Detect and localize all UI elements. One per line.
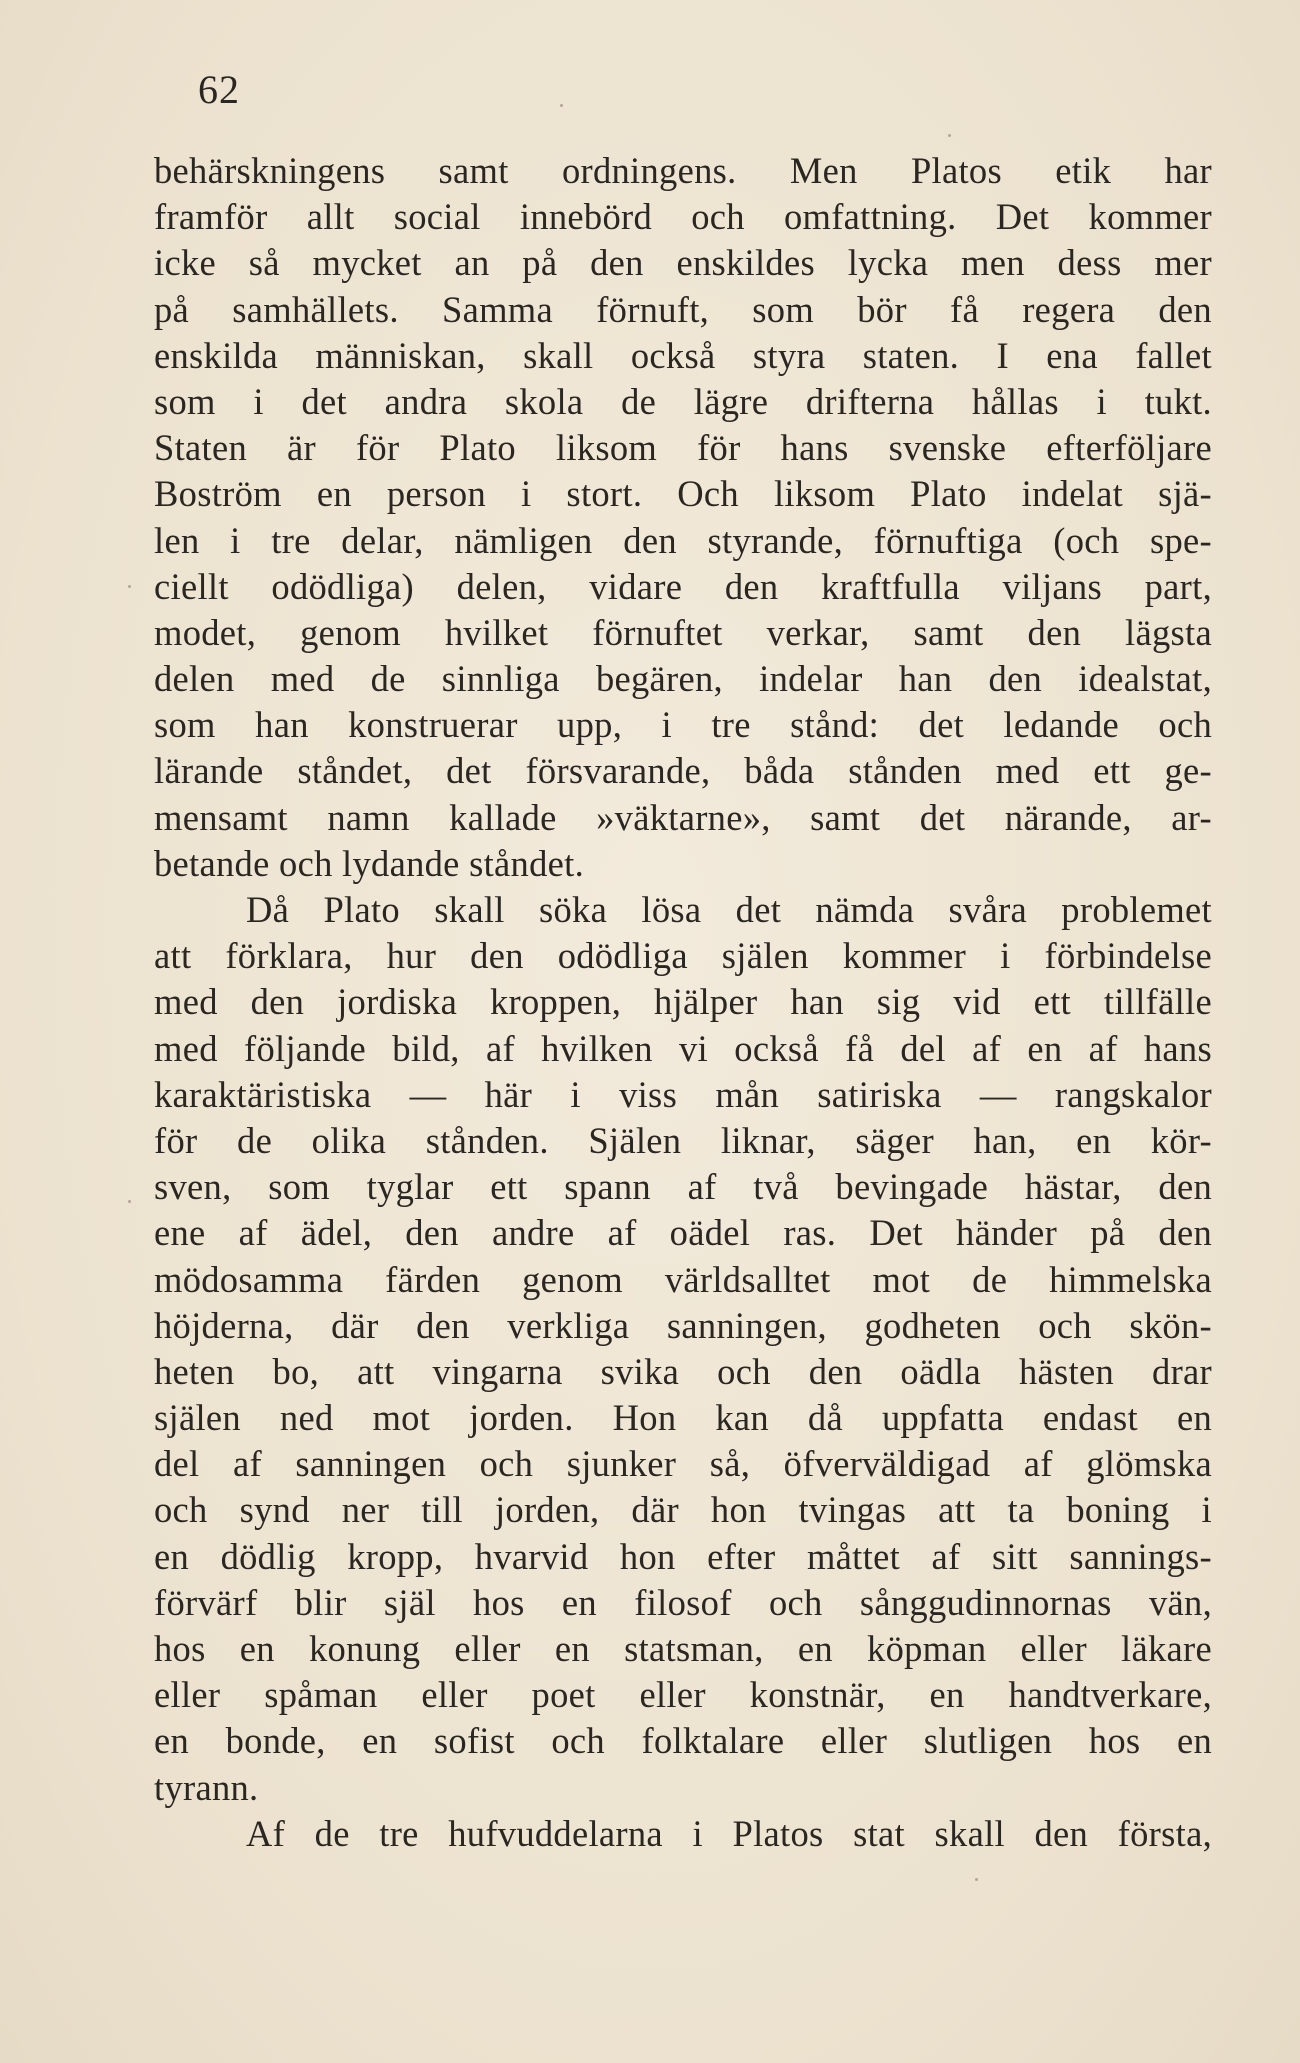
paper-speck (948, 134, 951, 137)
text-line: icke så mycket an på den enskildes lycka men dess mer (154, 242, 1212, 284)
text-line: själen ned mot jorden. Hon kan då uppfatta endast en (154, 1397, 1212, 1439)
paragraph-end-line: betande och lydande ståndet. (154, 842, 585, 884)
text-line: med följande bild, af hvilken vi också få del af en af hans (154, 1027, 1212, 1069)
text-line: på samhällets. Samma förnuft, som bör få regera den (154, 288, 1212, 330)
text-line: behärskningens samt ordningens. Men Platos etik har (154, 150, 1212, 191)
text-line: för de olika stånden. Själen liknar, säger han, en kör- (154, 1119, 1212, 1161)
text-line: enskilda människan, skall också styra staten. I ena fallet (154, 334, 1212, 376)
text-line: en bonde, en sofist och folktalare eller slutligen hos en (154, 1720, 1212, 1762)
text-line: framför allt social innebörd och omfattning. Det kommer (154, 196, 1212, 238)
paper-speck (128, 1200, 131, 1203)
text-line: att förklara, hur den odödliga själen kommer i förbindelse (154, 935, 1212, 977)
text-line: mödosamma färden genom världsalltet mot de himmelska (154, 1258, 1212, 1300)
body-text (154, 148, 1212, 1857)
text-line: Staten är för Plato liksom för hans svenske efterföljare (154, 427, 1212, 469)
text-line: karaktäristiska — här i viss mån satiriska — rangskalor (154, 1073, 1212, 1115)
text-line: Boström en person i stort. Och liksom Plato indelat sjä- (154, 473, 1212, 515)
paragraph-start-line: Då Plato skall söka lösa det nämda svåra problemet (246, 889, 1212, 930)
text-line: ene af ädel, den andre af oädel ras. Det händer på den (154, 1212, 1212, 1254)
text-line: en dödlig kropp, hvarvid hon efter måttet af sitt sannings- (154, 1535, 1212, 1577)
text-line: sven, som tyglar ett spann af två bevingade hästar, den (154, 1166, 1212, 1208)
paragraph-end-line: tyrann. (154, 1766, 259, 1808)
text-line: modet, genom hvilket förnuftet verkar, samt den lägsta (154, 611, 1212, 653)
text-line: som han konstruerar upp, i tre stånd: det ledande och (154, 704, 1212, 746)
text-line: och synd ner till jorden, där hon tvingas att ta boning i (154, 1489, 1212, 1531)
text-line: höjderna, där den verkliga sanningen, godheten och skön- (154, 1304, 1212, 1346)
text-line: förvärf blir själ hos en filosof och sånggudinnornas vän, (154, 1581, 1212, 1623)
paragraph-start-line: Af de tre hufvuddelarna i Platos stat skall den första, (246, 1812, 1212, 1854)
text-line: som i det andra skola de lägre drifterna hållas i tukt. (154, 380, 1212, 422)
paper-speck (975, 1878, 978, 1881)
text-line: eller spåman eller poet eller konstnär, en handtverkare, (154, 1674, 1212, 1716)
text-line: del af sanningen och sjunker så, öfverväldigad af glömska (154, 1443, 1212, 1485)
text-line: lärande ståndet, det försvarande, båda stånden med ett ge- (154, 750, 1212, 792)
text-line: heten bo, att vingarna svika och den oädla hästen drar (154, 1350, 1212, 1392)
text-line: ciellt odödliga) delen, vidare den kraftfulla viljans part, (154, 565, 1212, 607)
paper-speck (560, 104, 563, 107)
text-line: mensamt namn kallade »väktarne», samt det närande, ar- (154, 796, 1212, 838)
text-line: delen med de sinnliga begären, indelar han den idealstat, (154, 658, 1212, 700)
text-line: hos en konung eller en statsman, en köpman eller läkare (154, 1628, 1212, 1669)
page-number: 62 (198, 67, 240, 112)
text-line: len i tre delar, nämligen den styrande, förnuftiga (och spe- (154, 519, 1212, 561)
text-line: med den jordiska kroppen, hjälper han sig vid ett tillfälle (154, 981, 1212, 1023)
paper-speck (128, 585, 131, 588)
